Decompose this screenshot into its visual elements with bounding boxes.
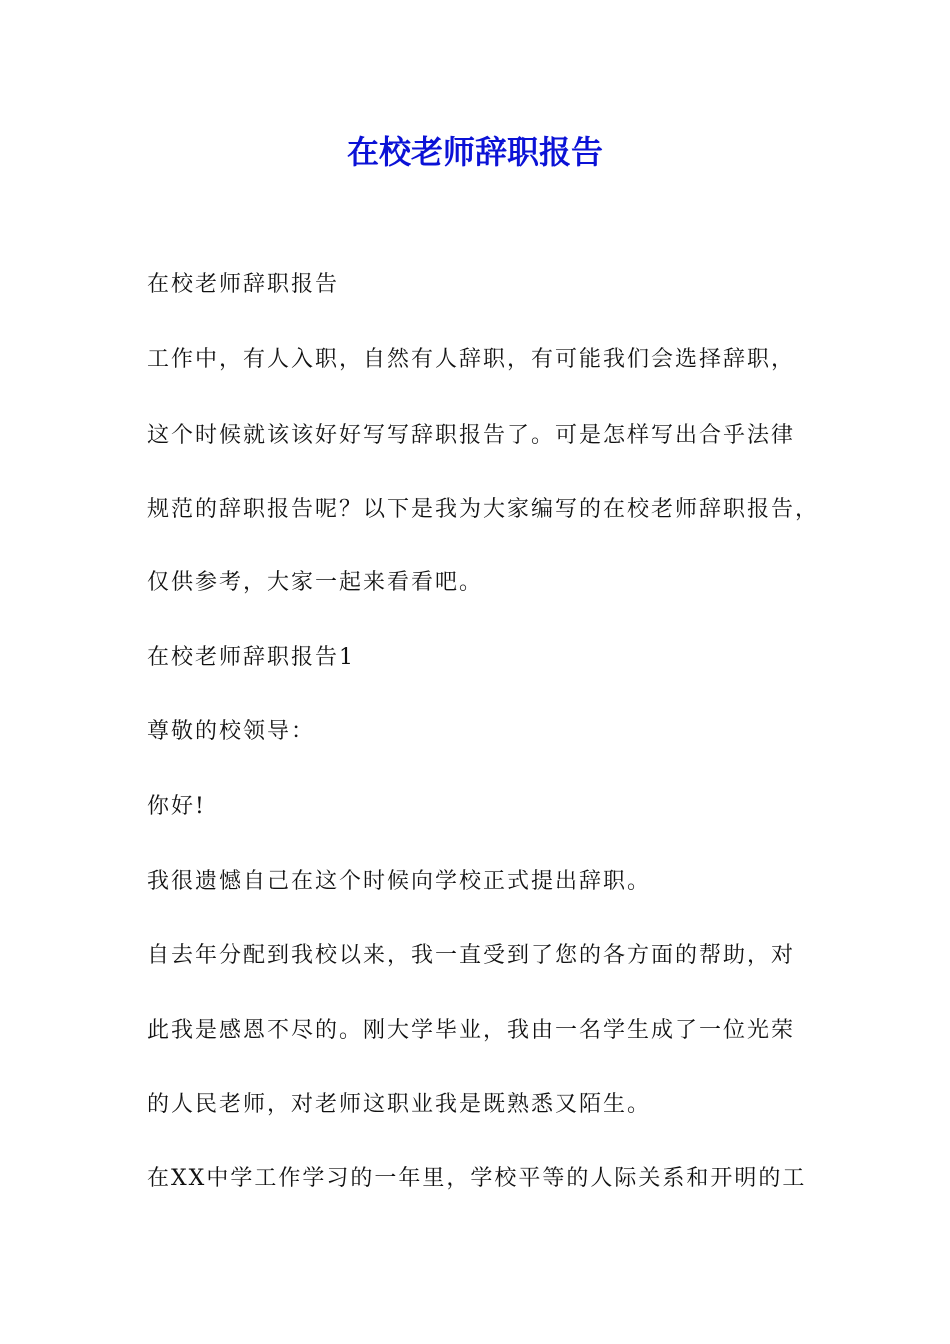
paragraph-line: 自去年分配到我校以来，我一直受到了您的各方面的帮助，对 — [147, 943, 796, 968]
section-heading: 在校老师辞职报告1 — [147, 645, 355, 670]
paragraph-line: 的人民老师，对老师这职业我是既熟悉又陌生。 — [147, 1092, 652, 1117]
salutation: 尊敬的校领导： — [147, 719, 316, 744]
paragraph-line: 这个时候就该该好好写写辞职报告了。可是怎样写出合乎法律 — [147, 423, 796, 448]
paragraph-line: 此我是感恩不尽的。刚大学毕业，我由一名学生成了一位光荣 — [147, 1018, 796, 1043]
paragraph-line: 仅供参考，大家一起来看看吧。 — [147, 570, 484, 595]
paragraph-line: 在校老师辞职报告 — [147, 272, 340, 297]
document-title: 在校老师辞职报告 — [346, 133, 603, 171]
paragraph-line: 我很遗憾自己在这个时候向学校正式提出辞职。 — [147, 869, 652, 894]
greeting: 你好! — [147, 794, 206, 819]
paragraph-line: 工作中，有人入职，自然有人辞职，有可能我们会选择辞职， — [147, 347, 796, 372]
paragraph-line: 在XX中学工作学习的一年里，学校平等的人际关系和开明的工 — [147, 1166, 807, 1191]
paragraph-line: 规范的辞职报告呢？以下是我为大家编写的在校老师辞职报告， — [147, 497, 820, 522]
